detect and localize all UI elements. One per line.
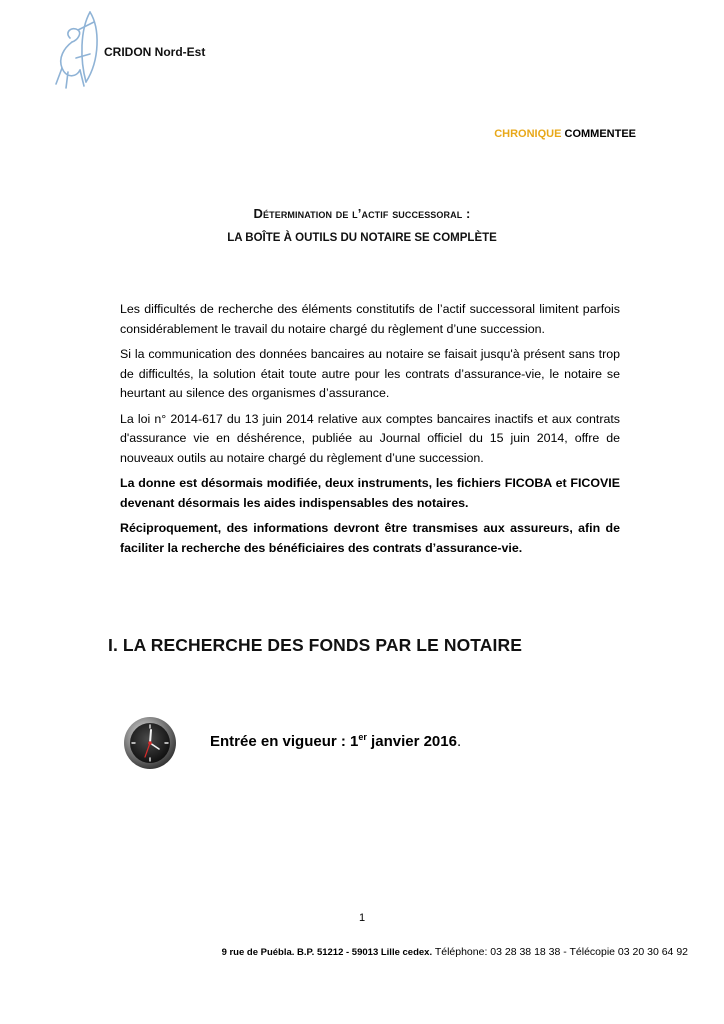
footer-address: 9 rue de Puébla. B.P. 51212 - 59013 Lille cedex. [221, 947, 433, 958]
footer [222, 946, 688, 958]
section-heading-1: I. LA RECHERCHE DES FONDS PAR LE NOTAIRE [108, 635, 522, 655]
footer-contact: Téléphone: 03 28 38 18 38 - Télécopie 03 20 30 64 92 [432, 946, 688, 958]
page-number: 1 [358, 912, 366, 924]
intro-paragraph-1: Les difficultés de recherche des éléments constitutifs de l’actif successoral limitent parfois considérablement le travail du notaire chargé du règlement d’une succession. [120, 302, 620, 336]
effective-suffix: janvier 2016 [366, 733, 457, 750]
clock-icon [123, 716, 177, 770]
intro-paragraph-5: Réciproquement, des informations devront être transmises aux assureurs, afin de faciliter la recherche des bénéficiaires des contrats d’assurance-vie. [120, 521, 620, 555]
org-name: CRIDON Nord-Est [104, 45, 206, 59]
section-label-rest: COMMENTEE [564, 128, 636, 140]
centaur-archer-logo [50, 8, 102, 90]
section-label [494, 128, 636, 140]
intro-paragraph-2: Si la communication des données bancaires au notaire se faisait jusqu'à présent sans trop de difficultés, la solution était toute autre pour les contrats d’assurance-vie, le notaire se heurtant au silence des organismes d’assurance. [120, 347, 620, 400]
intro-paragraph-3: La loi n° 2014-617 du 13 juin 2014 relative aux comptes bancaires inactifs et aux contrats d'assurance vie en déshérence, publiée au Journal officiel du 15 juin 2014, offre de nouveaux outils au notaire chargé du règlement d’une succession. [120, 411, 620, 465]
intro-paragraph-4: La donne est désormais modifiée, deux instruments, les fichiers FICOBA et FICOVIE devenant désormais les aides indispensables des notaires. [120, 476, 620, 510]
effective-end: . [456, 733, 462, 750]
effective-date [210, 732, 461, 750]
document-subtitle: LA BOÎTE À OUTILS DU NOTAIRE SE COMPLÈTE [227, 232, 497, 244]
document-title: Détermination de l’actif successoral : [253, 206, 471, 221]
section-label-accent: CHRONIQUE [494, 128, 562, 140]
intro-text [120, 300, 620, 564]
effective-sup: er [358, 732, 367, 742]
effective-prefix: Entrée en vigueur : 1 [210, 733, 359, 750]
